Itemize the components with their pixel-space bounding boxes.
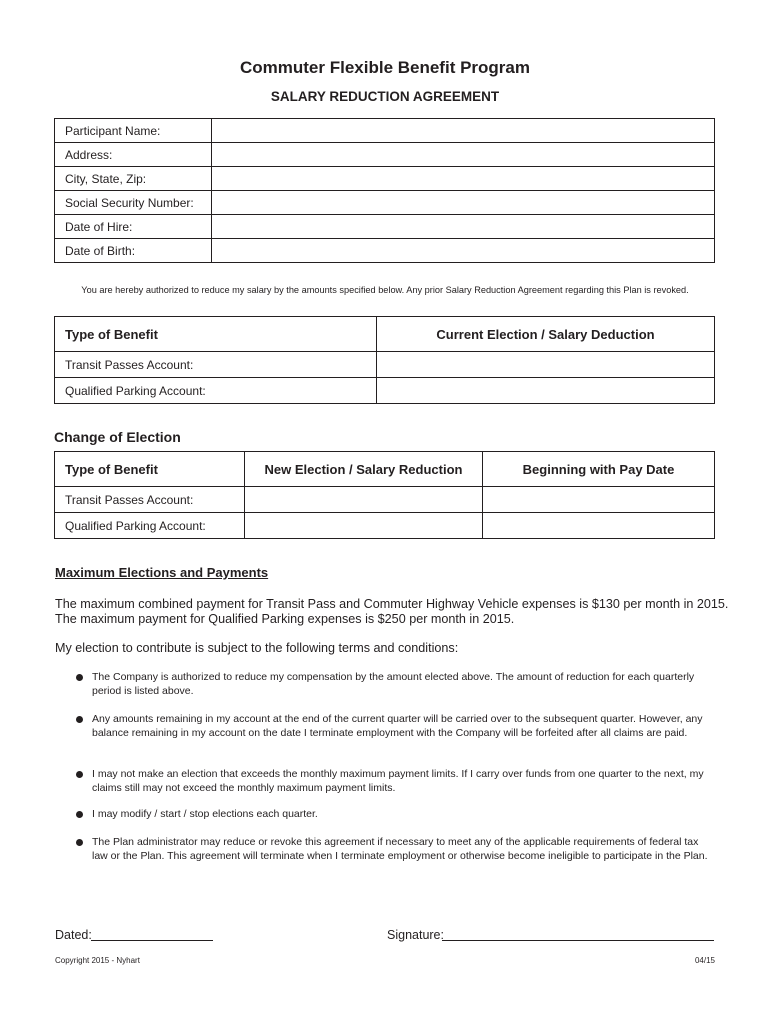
- form-subtitle: SALARY REDUCTION AGREEMENT: [270, 89, 500, 104]
- term-text: The Plan administrator may reduce or revoke this agreement if necessary to meet any of the applicable requirements of federal tax law or the Plan. This agreement will terminate when I terminate employment or otherwise become ineligible to participate in the Plan.: [92, 836, 708, 862]
- transit-new-election-field[interactable]: [245, 487, 483, 513]
- signature-field[interactable]: [442, 940, 714, 941]
- qualified-parking-label: Qualified Parking Account:: [55, 378, 377, 404]
- version-footer: 04/15: [694, 956, 715, 965]
- date-of-hire-label: Date of Hire:: [55, 215, 212, 239]
- new-election-header: New Election / Salary Reduction: [245, 452, 483, 487]
- date-of-hire-row: [55, 215, 715, 239]
- table-row: [55, 352, 715, 378]
- parking-new-election-field[interactable]: [245, 513, 483, 539]
- signature-label: Signature:: [387, 928, 444, 942]
- transit-passes-label: Transit Passes Account:: [55, 487, 245, 513]
- date-of-birth-row: [55, 239, 715, 263]
- transit-passes-label: Transit Passes Account:: [55, 352, 377, 378]
- beginning-pay-date-header: Beginning with Pay Date: [483, 452, 715, 487]
- bullet-icon: [76, 811, 83, 818]
- term-text: I may modify / start / stop elections each quarter.: [92, 808, 318, 820]
- transit-current-election-field[interactable]: [377, 352, 715, 378]
- dated-field[interactable]: [91, 940, 213, 941]
- date-of-hire-field[interactable]: [212, 215, 715, 239]
- current-election-table: [54, 316, 715, 404]
- current-election-header-cell: Current Election / Salary Deduction: [377, 317, 715, 352]
- table-row: [55, 513, 715, 539]
- term-text: I may not make an election that exceeds the monthly maximum payment limits. If I carry over funds from one quarter to the next, my claims still may not exceed the monthly maximum payment limits.: [92, 768, 704, 794]
- table-row: [55, 378, 715, 404]
- term-text: Any amounts remaining in my account at the end of the current quarter will be carried over to the subsequent quarter. However, any balance remaining in my account on the date I terminate employment with the Company will be forfeited after all claims are paid.: [92, 713, 703, 739]
- bullet-icon: [76, 716, 83, 723]
- address-label: Address:: [55, 143, 212, 167]
- term-text: The Company is authorized to reduce my compensation by the amount elected above. The amount of reduction for each quarterly period is listed above.: [92, 671, 695, 697]
- parking-current-election-field[interactable]: [377, 378, 715, 404]
- table-row: [55, 487, 715, 513]
- transit-pay-date-field[interactable]: [483, 487, 715, 513]
- copyright-footer: Copyright 2015 - Nyhart: [55, 956, 140, 965]
- date-of-birth-label: Date of Birth:: [55, 239, 212, 263]
- authorization-text: You are hereby authorized to reduce my salary by the amounts specified below. Any prior Salary Reduction Agreement regarding this Plan is revoked.: [81, 285, 689, 295]
- dated-label: Dated:: [55, 928, 92, 942]
- participant-name-label: Participant Name:: [55, 119, 212, 143]
- type-of-benefit-header: Type of Benefit: [55, 452, 245, 487]
- transit-maximum-text: The maximum combined payment for Transit Pass and Commuter Highway Vehicle expenses is $130 per month in 2015.: [55, 597, 729, 611]
- participant-info-table: [54, 118, 715, 263]
- parking-pay-date-field[interactable]: [483, 513, 715, 539]
- ssn-label: Social Security Number:: [55, 191, 212, 215]
- maximum-elections-heading: Maximum Elections and Payments: [55, 565, 269, 580]
- address-row: [55, 143, 715, 167]
- type-of-benefit-header: Type of Benefit: [55, 317, 377, 352]
- city-state-zip-field[interactable]: [212, 167, 715, 191]
- ssn-row: [55, 191, 715, 215]
- change-of-election-table: [54, 451, 715, 539]
- parking-maximum-text: The maximum payment for Qualified Parking expenses is $250 per month in 2015.: [55, 612, 515, 626]
- bullet-icon: [76, 839, 83, 846]
- city-state-zip-row: [55, 167, 715, 191]
- bullet-icon: [76, 771, 83, 778]
- ssn-field[interactable]: [212, 191, 715, 215]
- change-of-election-heading: Change of Election: [54, 429, 181, 445]
- current-election-header: [55, 317, 715, 352]
- city-state-zip-label: City, State, Zip:: [55, 167, 212, 191]
- terms-intro-text: My election to contribute is subject to the following terms and conditions:: [55, 641, 459, 655]
- participant-name-field[interactable]: [212, 119, 715, 143]
- bullet-icon: [76, 674, 83, 681]
- date-of-birth-field[interactable]: [212, 239, 715, 263]
- address-field[interactable]: [212, 143, 715, 167]
- qualified-parking-label: Qualified Parking Account:: [55, 513, 245, 539]
- participant-name-row: [55, 119, 715, 143]
- change-election-header: [55, 452, 715, 487]
- form-title: Commuter Flexible Benefit Program: [239, 58, 530, 77]
